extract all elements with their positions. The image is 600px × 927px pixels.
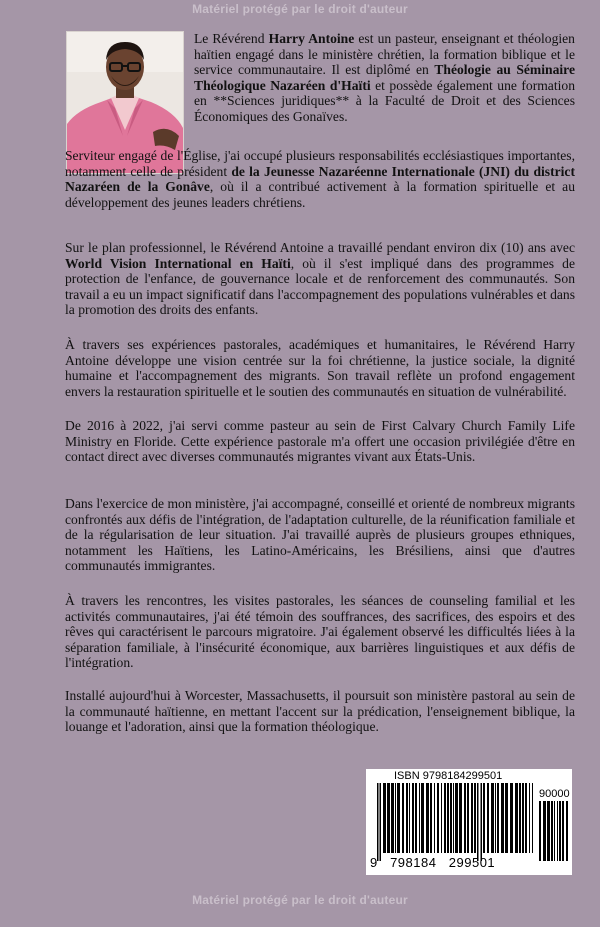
barcode-bar xyxy=(397,783,400,853)
barcode-digits: 9 798184 299501 xyxy=(370,855,496,870)
text-run: , où il s'est impliqué dans des programmes de protection de l'enfance, de gouvernance locale et de renforcement des communautés. Son travail a eu un impact significatif dans l'accompagnement des populations vulnérables et dans la promotion des droits des enfants. xyxy=(65,255,576,318)
bold-text-run: World Vision International en Haïti xyxy=(65,255,291,271)
text-run: , où il a contribué activement à la formation spirituelle et au développement des jeunes leaders chrétiens. xyxy=(65,179,575,210)
text-run: De 2016 à 2022, j'ai servi comme pasteur au sein de First Calvary Church Family Life Ministry en Floride. Cette expérience pastorale m'a offert une occasion privilégiée d'être en contact direct avec diverses communautés migrantes vivant aux États-Unis. xyxy=(65,418,575,465)
price-code-label: 90000 xyxy=(539,788,570,800)
text-run: Serviteur engagé de l'Église, j'ai occupé plusieurs responsabilités ecclésiastiques importantes, notamment celle de président xyxy=(65,148,575,179)
barcode-bar xyxy=(453,783,454,853)
copyright-watermark-top: Matériel protégé par le droit d'auteur xyxy=(192,2,408,16)
barcode-bar xyxy=(551,801,553,861)
barcode-bar xyxy=(412,783,414,853)
barcode-bar xyxy=(501,783,504,853)
barcode-bar xyxy=(444,783,446,853)
barcode-bar xyxy=(543,801,546,861)
barcode-bar xyxy=(415,783,417,853)
barcode-bar xyxy=(419,783,420,853)
barcode-bar xyxy=(455,783,458,853)
text-run: Le Révérend xyxy=(194,31,269,46)
barcode-bar xyxy=(491,783,494,853)
copyright-watermark-bottom: Matériel protégé par le droit d'auteur xyxy=(192,893,408,907)
text-run: À travers ses expériences pastorales, académiques et humanitaires, le Révérend Harry Antoine développe une vision centrée sur la foi chrétienne, la justice sociale, la dignité humaine et l'accompagnement des migrants. Son travail reflète un profond engagement envers la restauration spirituelle et le soutien des communautés en situation de vulnérabilité. xyxy=(65,337,575,399)
barcode-bar xyxy=(547,801,550,861)
barcode-bar xyxy=(525,783,527,853)
barcode-bar xyxy=(387,783,390,853)
barcode-bar xyxy=(421,783,424,853)
bio-paragraph-6 xyxy=(65,496,575,574)
barcode-bar xyxy=(522,783,524,853)
bold-text-run: de la Jeunesse Nazaréenne Internationale (JNI) du district Nazaréen de la Gonâve xyxy=(65,163,575,195)
barcode-bar xyxy=(395,783,396,853)
text-run: Sur le plan professionnel, le Révérend Antoine a travaillé pendant environ dix (10) ans avec xyxy=(65,240,575,255)
bio-paragraph-2 xyxy=(65,148,575,210)
barcode-bar xyxy=(377,783,379,861)
barcode-bar xyxy=(430,783,432,853)
barcode-bar xyxy=(383,783,386,853)
barcode-bar xyxy=(481,783,483,861)
barcode-bar xyxy=(483,783,485,853)
barcode-bar xyxy=(497,783,499,853)
bio-paragraph-3 xyxy=(65,240,575,318)
barcode-bar xyxy=(559,801,561,861)
barcode-bar xyxy=(554,801,555,861)
barcode-bar xyxy=(447,783,449,853)
barcode-bar xyxy=(519,783,521,853)
bio-paragraph-7 xyxy=(65,593,575,671)
barcode-bar xyxy=(467,783,469,853)
barcode-bar xyxy=(471,783,473,853)
bold-text-run: Harry Antoine xyxy=(268,31,355,46)
text-run: Installé aujourd'hui à Worcester, Massachusetts, il poursuit son ministère pastoral au sein de la communauté haïtienne, en mettant l'accent sur la prédication, l'enseignement biblique, la louange et l'adoration, ainsi que la formation théologique. xyxy=(65,688,575,735)
barcode-bar xyxy=(487,783,489,853)
barcode-bar xyxy=(532,783,533,853)
barcode-bar xyxy=(409,783,410,853)
barcode-bar xyxy=(510,783,513,853)
barcode-bar xyxy=(495,783,496,853)
barcode-bar xyxy=(566,801,568,861)
barcode-bar xyxy=(474,783,476,853)
barcode-bar xyxy=(437,783,439,853)
barcode-bar xyxy=(539,801,541,861)
bio-paragraph-4 xyxy=(65,337,575,399)
barcode-bar xyxy=(450,783,452,853)
isbn-label: ISBN 9798184299501 xyxy=(394,770,503,782)
barcode-bar xyxy=(391,783,394,853)
bio-paragraph-8 xyxy=(65,688,575,735)
bio-paragraph-5 xyxy=(65,418,575,465)
barcode-bar xyxy=(434,783,435,853)
barcode-bar xyxy=(557,801,558,861)
barcode-bar xyxy=(562,801,564,861)
barcode-bar xyxy=(477,783,479,861)
barcode-bar xyxy=(505,783,508,853)
barcode-bar xyxy=(459,783,462,853)
text-run: et possède également une formation en **Sciences juridiques** à la Faculté de Droit et des Sciences Économiques des Gonaïves. xyxy=(194,77,575,124)
barcode-bar xyxy=(515,783,518,853)
barcode-bar xyxy=(426,783,429,853)
barcode-bar xyxy=(402,783,404,853)
text-run: À travers les rencontres, les visites pastorales, les séances de counseling familial et les activités communautaires, j'ai été témoin des souffrances, des sacrifices, des espoirs et des rêves qui caractérisent le parcours migratoire. J'ai également observé les difficultés liées à la séparation familiale, à l'insécurité économique, aux barrières linguistiques et aux défis de l'intégration. xyxy=(65,593,575,671)
barcode-bar xyxy=(380,783,382,861)
bio-paragraph-1 xyxy=(194,31,575,125)
text-run: Dans l'exercice de mon ministère, j'ai accompagné, conseillé et orienté de nombreux migrants confrontés aux défis de l'intégration, de l'adaptation culturelle, de la réunification familiale et de la régularisation de leur situation. J'ai travaillé auprès de plusieurs groupes ethniques, notamment les Haïtiens, les Latino-Américains, les Brésiliens, ainsi que d'autres communautés immigrantes. xyxy=(65,496,575,574)
barcode-bar xyxy=(406,783,408,853)
barcode-bar xyxy=(464,783,466,853)
price-addon-barcode-bars xyxy=(538,801,572,863)
bold-text-run: Théologie au Séminaire Théologique Nazaréen d'Haïti xyxy=(194,62,575,93)
isbn-barcode-box xyxy=(366,769,572,875)
barcode-bar xyxy=(529,783,530,853)
text-run: est un pasteur, enseignant et théologien haïtien engagé dans le ministère chrétien, la formation biblique et le service communautaire. Il est diplômé en xyxy=(194,31,575,78)
barcode-bar xyxy=(441,783,442,853)
